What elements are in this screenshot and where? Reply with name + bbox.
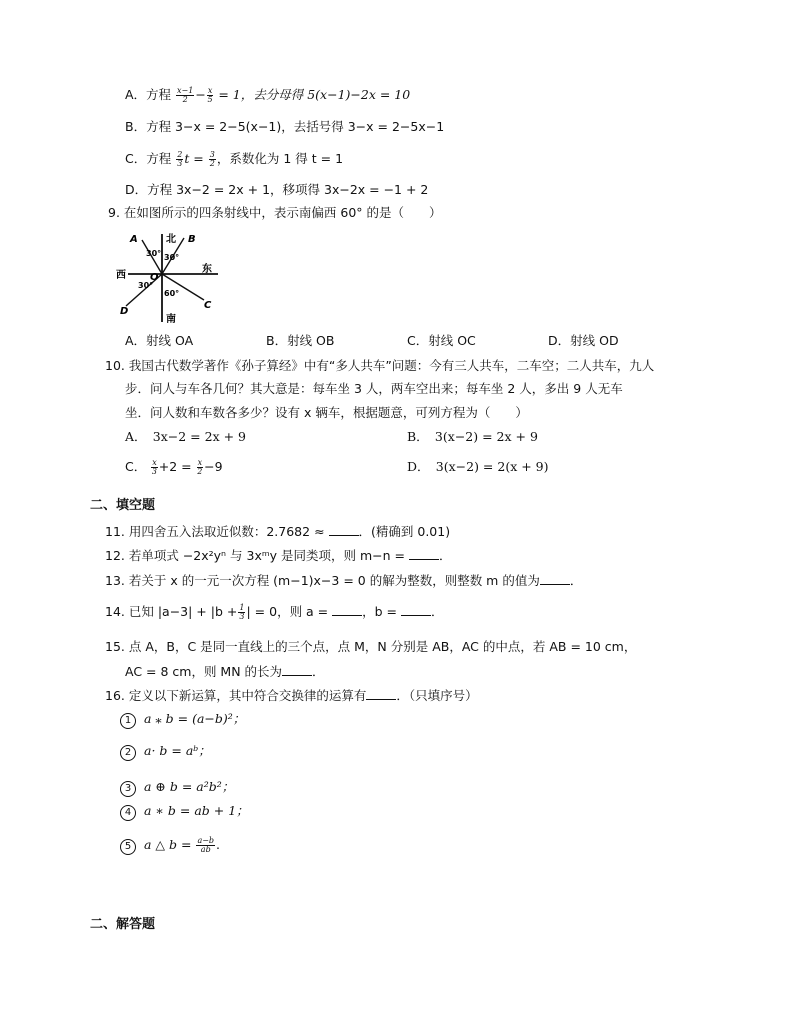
q8-option-a: A．方程 $\frac{x-1}{2}$ − $\frac{x}{5}$ = 1，去分母得 5(x−1)−2x = 10 xyxy=(125,86,411,104)
q16-item-text: a ∗ b = ab + 1； xyxy=(144,803,249,818)
q12 xyxy=(105,547,452,565)
q14-blank-b[interactable] xyxy=(401,603,431,616)
q16-item-5 xyxy=(120,836,220,855)
q8-a-fraction-1: $\frac{x-1}{2}$ xyxy=(177,86,194,104)
q14-text-1: 14. 已知 |a−3| + xyxy=(105,604,207,619)
label-a: A xyxy=(130,234,138,245)
label-east: 东 xyxy=(202,264,212,275)
q8-c-fraction-2: $\frac{3}{2}$ xyxy=(209,150,215,168)
q16-item-5-pre: a △ b = xyxy=(144,837,192,852)
q9-option-d: D．射线 OD xyxy=(548,333,619,348)
angle-4: 60° xyxy=(164,289,180,298)
q9-option-b: B．射线 OB xyxy=(266,333,335,348)
angle-1: 30° xyxy=(146,249,162,258)
q14-blank-a[interactable] xyxy=(332,603,362,616)
angle-3: 30° xyxy=(138,281,154,290)
q8-c-label: C．方程 xyxy=(125,151,172,166)
angle-2: 30° xyxy=(164,253,180,262)
q8-option-c xyxy=(125,150,343,168)
q10-option-d: D． 3(x−2) = 2(x + 9) xyxy=(407,459,549,474)
q8-option-b: B．方程 3−x = 2−5(x−1)，去括号得 3−x = 2−5x−1 xyxy=(125,119,445,134)
q10-c-label: C． xyxy=(125,459,147,474)
q8-c-fraction-1: $\frac{2}{3}$ xyxy=(177,150,183,168)
label-o: O xyxy=(150,272,159,283)
q16-item-4 xyxy=(120,802,249,821)
q12-rest: ． xyxy=(438,548,452,563)
q8-a-rest: = 1，去分母得 5(x−1)−2x = 10 xyxy=(218,87,411,102)
q16-stem xyxy=(105,687,478,705)
q10-c-fraction-1: $\frac{x}{3}$ xyxy=(151,458,158,476)
q14-text-3: ，b = xyxy=(362,604,398,619)
q13-blank[interactable] xyxy=(540,572,570,585)
q10-c-mid: +2 = xyxy=(158,459,192,474)
q14-text-2: = 0，则 a = xyxy=(254,604,329,619)
q16-item-text: a ⊕ b = a²b²； xyxy=(144,779,235,794)
label-south: 南 xyxy=(166,314,176,325)
q8-c-mid: t = xyxy=(184,151,204,166)
q9-option-a: A．射线 OA xyxy=(125,333,194,348)
label-c: C xyxy=(204,300,212,311)
q16-item-2 xyxy=(120,742,211,761)
q10-c-fraction-2: $\frac{x}{2}$ xyxy=(197,458,203,476)
q15-rest: ． xyxy=(312,664,325,679)
q13-rest: ． xyxy=(569,573,583,588)
q15-line-2-text: AC = 8 cm，则 MN 的长为 xyxy=(125,664,283,679)
q8-a-label: A．方程 xyxy=(125,87,172,102)
q10-option-a: A． 3x−2 = 2x + 9 xyxy=(125,429,247,444)
q16-item-text: a ⁎ b = (a−b)²； xyxy=(144,711,246,726)
q16-item-text: a· b = aᵇ； xyxy=(144,743,211,758)
q9-direction-figure xyxy=(108,230,220,326)
section-answer-title: 二、解答题 xyxy=(90,917,156,932)
q13 xyxy=(105,572,582,590)
q11-blank[interactable] xyxy=(329,523,359,536)
q14-rest: ． xyxy=(431,604,444,619)
q15-blank[interactable] xyxy=(282,663,312,676)
q10-line-2: 步．问人与车各几何？其大意是：每车坐 3 人，两车空出来；每车坐 2 人，多出 9 人无车 xyxy=(125,381,623,396)
q14-b-close: | xyxy=(246,604,251,619)
q12-blank[interactable] xyxy=(409,547,439,560)
q16-item-5-post: . xyxy=(216,837,221,852)
q16-stem-rest: ．（只填序号） xyxy=(396,688,478,703)
q16-item-number: 3 xyxy=(120,781,136,797)
q11-text: 11. 用四舍五入法取近似数：2.7682 ≈ xyxy=(105,524,325,539)
q10-option-b: B． 3(x−2) = 2x + 9 xyxy=(407,429,538,444)
q10-c-rest: −9 xyxy=(204,459,223,474)
q16-item-5-fraction: $\frac{a-b}{ab}$ xyxy=(197,836,215,854)
q14 xyxy=(105,603,444,621)
q15-line-2 xyxy=(125,663,325,681)
q8-a-fraction-2: $\frac{x}{5}$ xyxy=(207,86,213,104)
q15-line-1: 15. 点 A，B，C 是同一直线上的三个点，点 M，N 分别是 AB，AC 的中点，若 AB = 10 cm， xyxy=(105,639,637,654)
q16-item-1 xyxy=(120,710,245,729)
label-d: D xyxy=(120,306,129,317)
q10-line-1: 10. 我国古代数学著作《孙子算经》中有“多人共车”问题：今有三人共车，二车空；二人共车，九人 xyxy=(105,358,655,373)
q16-item-number: 2 xyxy=(120,745,136,761)
q16-item-number: 4 xyxy=(120,805,136,821)
q8-option-d: D．方程 3x−2 = 2x + 1，移项得 3x−2x = −1 + 2 xyxy=(125,182,429,197)
q11-rest: ．(精确到 0.01) xyxy=(358,524,451,539)
section-fill-in-title: 二、填空题 xyxy=(90,498,156,513)
q16-stem-text: 16. 定义以下新运算，其中符合交换律的运算有 xyxy=(105,688,367,703)
q11 xyxy=(105,523,450,541)
q12-text: 12. 若单项式 −2x²yⁿ 与 3xᵐy 是同类项，则 m−n = xyxy=(105,548,405,563)
q10-line-3: 坐．问人数和车数各多少？设有 x 辆车，根据题意，可列方程为（ ） xyxy=(125,405,528,420)
q16-blank[interactable] xyxy=(366,687,396,700)
q9-option-c: C．射线 OC xyxy=(407,333,476,348)
label-north: 北 xyxy=(166,234,176,245)
label-west: 西 xyxy=(116,270,126,281)
q13-text: 13. 若关于 x 的一元一次方程 (m−1)x−3 = 0 的解为整数，则整数 m 的值为 xyxy=(105,573,540,588)
q9-stem: 9. 在如图所示的四条射线中，表示南偏西 60° 的是（ ） xyxy=(108,205,442,220)
q14-fraction: $\frac{1}{3}$ xyxy=(239,603,245,621)
label-b: B xyxy=(188,234,196,245)
q16-item-number: 5 xyxy=(120,839,136,855)
q14-b-part: |b + xyxy=(210,604,238,619)
q16-item-3 xyxy=(120,778,234,797)
q16-item-number: 1 xyxy=(120,713,136,729)
q10-option-c xyxy=(125,458,223,476)
q8-c-rest: ，系数化为 1 得 t = 1 xyxy=(216,151,344,166)
